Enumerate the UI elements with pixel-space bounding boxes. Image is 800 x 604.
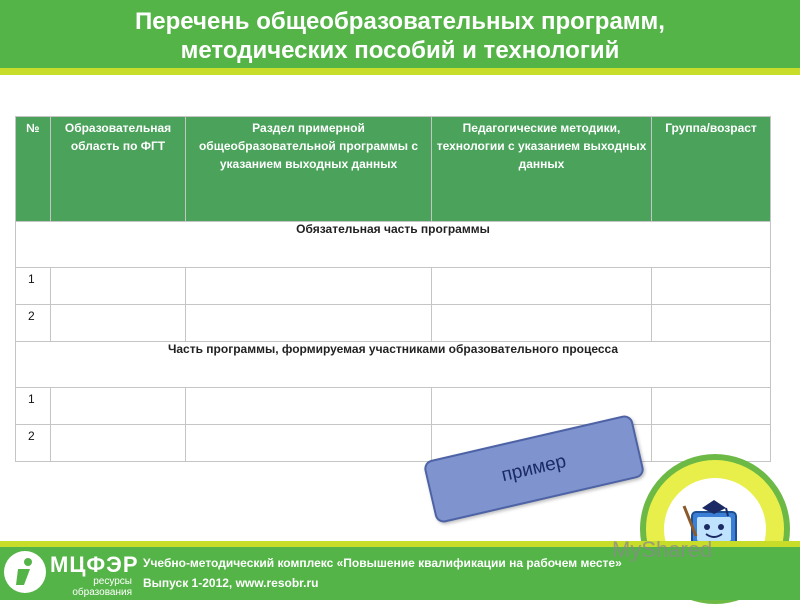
header-cell-section: Раздел примерной общеобразовательной программы с указанием выходных данных — [186, 117, 432, 222]
section-title: Обязательная часть программы — [16, 222, 771, 268]
logo-subtitle-line-2: образования — [72, 587, 132, 598]
table-cell — [652, 305, 771, 342]
table-row — [16, 425, 771, 462]
header-cell-methods: Педагогические методики, технологии с указанием выходных данных — [432, 117, 652, 222]
logo-icon — [4, 551, 46, 593]
table-header-row — [16, 117, 771, 222]
watermark: MyShared — [612, 537, 713, 562]
table-cell — [186, 425, 432, 462]
logo-subtitle-line-1: ресурсы — [93, 576, 132, 587]
logo-mark — [4, 551, 46, 593]
table-cell — [186, 388, 432, 425]
footer-title: Учебно-методический комплекс «Повышение квалификации на рабочем месте» — [143, 556, 622, 570]
table-cell — [652, 388, 771, 425]
row-number: 1 — [16, 268, 51, 305]
row-number: 1 — [16, 388, 51, 425]
header-cell-group-age: Группа/возраст — [652, 117, 771, 222]
table-row — [16, 388, 771, 425]
table-cell — [432, 305, 652, 342]
section-row-participants — [16, 342, 771, 388]
row-number: 2 — [16, 425, 51, 462]
header-cell-area: Образовательная область по ФГТ — [51, 117, 186, 222]
table-row — [16, 305, 771, 342]
row-number: 2 — [16, 305, 51, 342]
table-cell — [186, 268, 432, 305]
title-line-1: Перечень общеобразовательных программ, — [135, 8, 665, 35]
header-stripe — [0, 68, 800, 75]
table-cell — [51, 425, 186, 462]
programs-table — [15, 116, 771, 462]
table-cell — [186, 305, 432, 342]
logo-subtitle — [62, 576, 132, 598]
table-cell — [51, 268, 186, 305]
table-cell — [51, 388, 186, 425]
table-cell — [51, 305, 186, 342]
example-badge-label: пример — [499, 450, 569, 487]
page-title — [0, 7, 800, 65]
footer-issue: Выпуск 1-2012, www.resobr.ru — [143, 576, 319, 590]
header-cell-number: № — [16, 117, 51, 222]
table-cell — [652, 268, 771, 305]
table-cell — [432, 268, 652, 305]
title-line-2: методических пособий и технологий — [180, 37, 620, 64]
section-title: Часть программы, формируемая участниками образовательного процесса — [16, 342, 771, 388]
logo-text: МЦФЭР — [50, 552, 139, 577]
section-row-mandatory — [16, 222, 771, 268]
table-row — [16, 268, 771, 305]
